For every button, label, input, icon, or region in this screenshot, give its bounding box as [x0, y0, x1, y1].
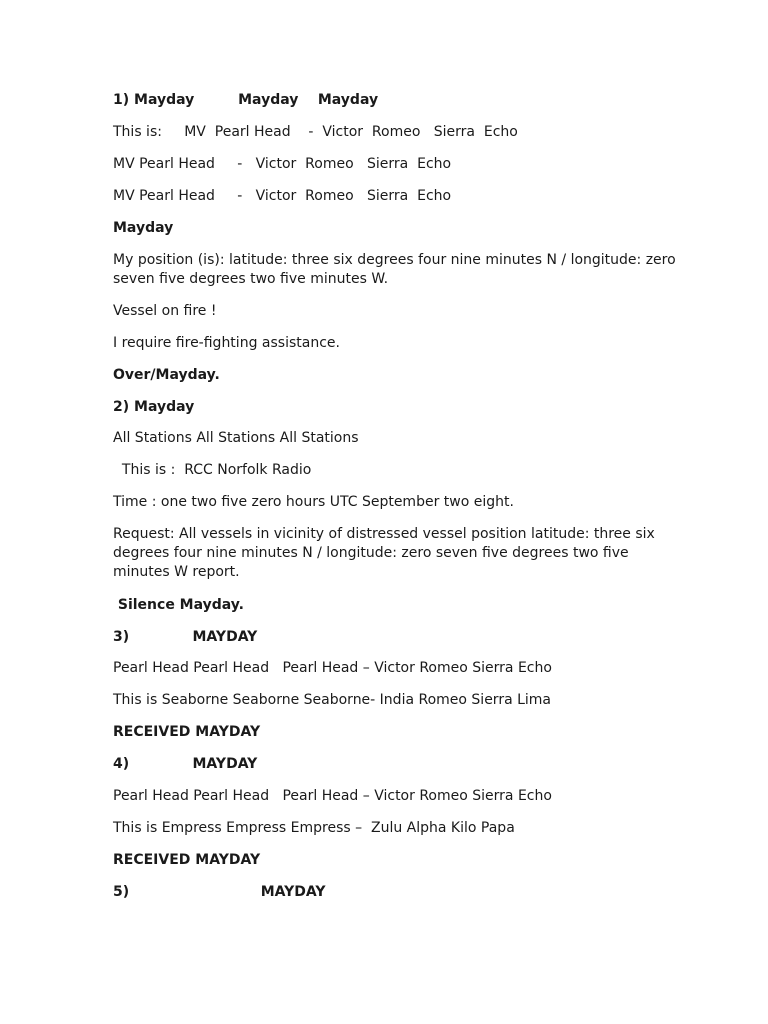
mayday-4-callsign: Pearl Head Pearl Head Pearl Head – Victor Romeo Sierra Echo [113, 788, 552, 804]
mayday-4-heading: 4) MAYDAY [113, 756, 258, 772]
mayday-1-callsign-2: MV Pearl Head - Victor Romeo Sierra Echo [113, 156, 452, 172]
mayday-1-position: My position (is): latitude: three six degrees four nine minutes N / longitude: zero seven five degrees two five minutes W. [113, 252, 681, 287]
mayday-1-callsign-3: MV Pearl Head - Victor Romeo Sierra Echo [113, 188, 452, 204]
mayday-3-this-is: This is Seaborne Seaborne Seaborne- India Romeo Sierra Lima [113, 692, 552, 708]
mayday-1-subheading: Mayday [113, 220, 174, 236]
mayday-3-heading: 3) MAYDAY [113, 629, 258, 645]
mayday-2-silence: Silence Mayday. [113, 597, 244, 613]
mayday-2-this-is: This is : RCC Norfolk Radio [113, 462, 312, 478]
mayday-4-this-is: This is Empress Empress Empress – Zulu Alpha Kilo Papa [113, 820, 515, 836]
mayday-4-received: RECEIVED MAYDAY [113, 852, 261, 868]
mayday-2-all-stations: All Stations All Stations All Stations [113, 430, 359, 446]
mayday-5-heading: 5) MAYDAY [113, 884, 326, 900]
mayday-3-callsign: Pearl Head Pearl Head Pearl Head – Victor Romeo Sierra Echo [113, 660, 552, 676]
mayday-1-over: Over/Mayday. [113, 367, 220, 383]
mayday-2-request: Request: All vessels in vicinity of distressed vessel position latitude: three six degrees four nine minutes N / longitude: zero seven five degrees two five minutes W report. [113, 526, 660, 580]
mayday-1-heading: 1) Mayday Mayday Mayday [113, 92, 379, 108]
mayday-1-assistance: I require fire-fighting assistance. [113, 335, 340, 351]
mayday-1-nature: Vessel on fire ! [113, 303, 217, 319]
mayday-2-time: Time : one two five zero hours UTC September two eight. [113, 494, 514, 510]
mayday-2-heading: 2) Mayday [113, 399, 195, 415]
mayday-3-received: RECEIVED MAYDAY [113, 724, 261, 740]
mayday-1-this-is: This is: MV Pearl Head - Victor Romeo Sierra Echo [113, 124, 518, 140]
